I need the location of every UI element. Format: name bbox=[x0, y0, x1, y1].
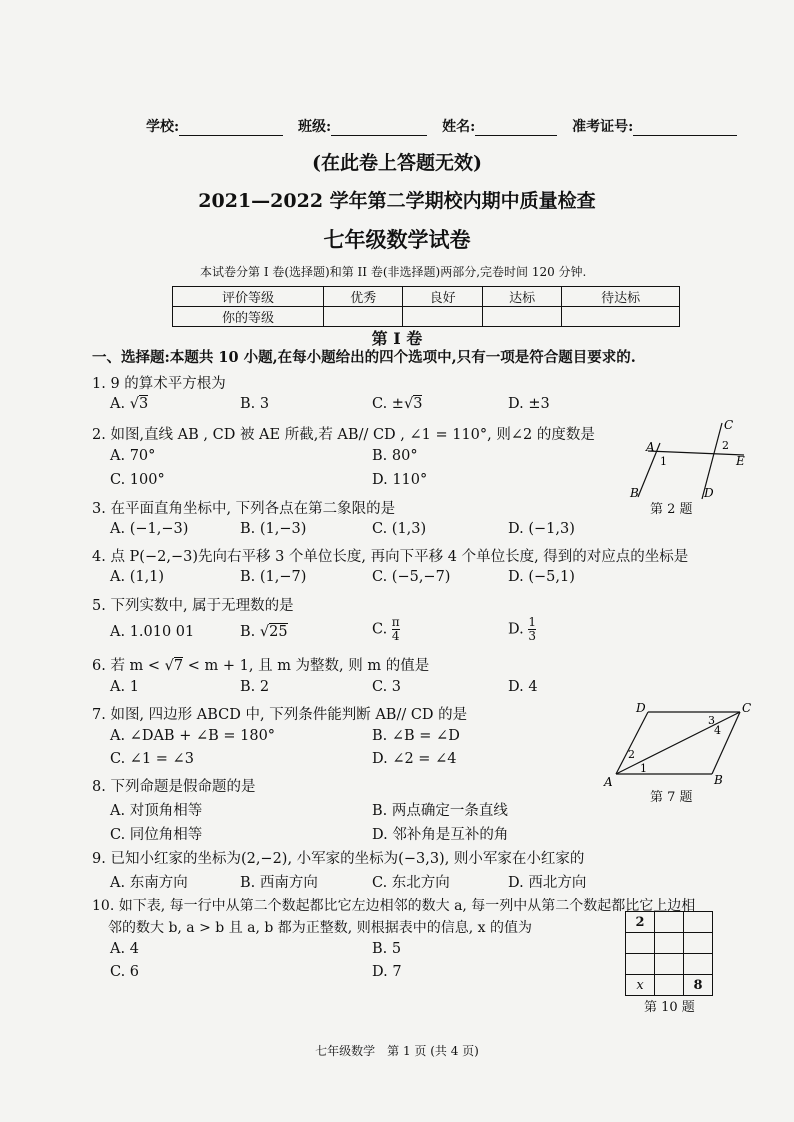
q8-option-c: C. 同位角相等 bbox=[110, 827, 203, 843]
q4-option-c: C. (−5,−7) bbox=[372, 569, 451, 585]
q10-grid-cell bbox=[626, 933, 655, 954]
q3-option-c: C. (1,3) bbox=[372, 521, 427, 537]
q10-grid-cell bbox=[684, 954, 713, 975]
q10-option-a: A. 4 bbox=[110, 941, 139, 957]
q10-option-b: B. 5 bbox=[372, 941, 402, 957]
q2-label-d: D bbox=[704, 486, 714, 500]
q2-figure-caption: 第 2 题 bbox=[650, 502, 693, 517]
q10-grid-cell: x bbox=[626, 975, 655, 996]
q2-label-b: B bbox=[630, 486, 639, 500]
q10-option-c: C. 6 bbox=[110, 964, 140, 980]
q10-grid-cell: 2 bbox=[626, 912, 655, 933]
q5-option-a: A. 1.010 01 bbox=[110, 624, 195, 640]
q8-stem: 8. 下列命题是假命题的是 bbox=[92, 779, 256, 795]
q2-option-a: A. 70° bbox=[110, 448, 156, 464]
q7-label-b: B bbox=[714, 773, 723, 787]
q9-option-c: C. 东北方向 bbox=[372, 875, 450, 891]
q9-option-a: A. 东南方向 bbox=[110, 875, 188, 891]
q1-option-d: D. ±3 bbox=[508, 396, 550, 412]
exam-id-label: 准考证号: bbox=[572, 119, 634, 135]
q10-grid-cell bbox=[626, 954, 655, 975]
q1-option-c: C. ±√3 bbox=[372, 396, 423, 412]
grade-header: 良好 bbox=[403, 287, 482, 307]
q1-option-b: B. 3 bbox=[240, 396, 270, 412]
q4-option-a: A. (1,1) bbox=[110, 569, 165, 585]
q2-option-c: C. 100° bbox=[110, 472, 165, 488]
q9-option-b: B. 西南方向 bbox=[240, 875, 318, 891]
q10-figure-caption: 第 10 题 bbox=[644, 1000, 695, 1015]
exam-title: 2021—2022 学年第二学期校内期中质量检查 bbox=[198, 190, 596, 212]
q4-stem: 4. 点 P(−2,−3)先向右平移 3 个单位长度, 再向下平移 4 个单位长度, 得到的对应点的坐标是 bbox=[92, 549, 689, 565]
grade-header: 优秀 bbox=[324, 287, 403, 307]
section-title: 第 I 卷 bbox=[371, 329, 423, 348]
q5-option-c: C. $\frac{\pi}{4}$ bbox=[372, 615, 400, 643]
q7-label-a: A bbox=[604, 775, 613, 789]
q7-option-a: A. ∠DAB + ∠B = 180° bbox=[110, 728, 276, 744]
q7-label-c: C bbox=[742, 701, 752, 715]
grade-header: 评价等级 bbox=[173, 287, 324, 307]
q10-stem-line2: 邻的数大 b, a > b 且 a, b 都为正整数, 则根据表中的信息, x 的值为 bbox=[108, 920, 532, 936]
q10-grid bbox=[625, 911, 713, 996]
invalid-warning: (在此卷上答题无效) bbox=[312, 152, 482, 174]
q2-option-d: D. 110° bbox=[372, 472, 428, 488]
q10-grid-cell bbox=[655, 933, 684, 954]
q10-grid-cell: 8 bbox=[684, 975, 713, 996]
q10-grid-cell bbox=[655, 954, 684, 975]
q4-option-b: B. (1,−7) bbox=[240, 569, 307, 585]
q10-grid-cell bbox=[684, 912, 713, 933]
q2-option-b: B. 80° bbox=[372, 448, 418, 464]
q3-option-a: A. (−1,−3) bbox=[110, 521, 189, 537]
q8-option-d: D. 邻补角是互补的角 bbox=[372, 827, 509, 843]
grade-header: 达标 bbox=[482, 287, 561, 307]
q7-angle-2: 2 bbox=[628, 748, 635, 761]
class-label: 班级: bbox=[298, 119, 332, 135]
q4-option-d: D. (−5,1) bbox=[508, 569, 575, 585]
q10-grid-cell bbox=[655, 912, 684, 933]
grade-cell[interactable] bbox=[324, 307, 403, 327]
part1-title: 一、选择题:本题共 10 小题,在每小题给出的四个选项中,只有一项是符合题目要求的. bbox=[92, 349, 636, 366]
q10-option-d: D. 7 bbox=[372, 964, 402, 980]
q3-option-d: D. (−1,3) bbox=[508, 521, 575, 537]
q6-option-c: C. 3 bbox=[372, 679, 402, 695]
student-info-header bbox=[146, 116, 737, 136]
grade-cell[interactable] bbox=[562, 307, 680, 327]
q2-label-c: C bbox=[724, 418, 734, 432]
exam-note: 本试卷分第 I 卷(选择题)和第 II 卷(非选择题)两部分,完卷时间 120 分钟. bbox=[200, 265, 587, 279]
q3-option-b: B. (1,−3) bbox=[240, 521, 307, 537]
q5-option-b: B. √25 bbox=[240, 624, 288, 640]
q1-stem: 1. 9 的算术平方根为 bbox=[92, 376, 226, 392]
q2-label-a: A bbox=[646, 440, 655, 454]
q6-option-d: D. 4 bbox=[508, 679, 538, 695]
subject-title: 七年级数学试卷 bbox=[323, 227, 471, 252]
q6-option-a: A. 1 bbox=[110, 679, 139, 695]
q7-stem: 7. 如图, 四边形 ABCD 中, 下列条件能判断 AB// CD 的是 bbox=[92, 707, 468, 723]
q6-option-b: B. 2 bbox=[240, 679, 270, 695]
q10-grid-cell bbox=[684, 933, 713, 954]
name-field[interactable] bbox=[475, 135, 557, 136]
grade-header: 待达标 bbox=[562, 287, 680, 307]
name-label: 姓名: bbox=[442, 119, 476, 135]
q8-option-a: A. 对顶角相等 bbox=[110, 803, 203, 819]
grade-table bbox=[172, 286, 680, 327]
q8-option-b: B. 两点确定一条直线 bbox=[372, 803, 508, 819]
q10-stem-line1: 10. 如下表, 每一行中从第二个数起都比它左边相邻的数大 a, 每一列中从第二个数起都比它上边相 bbox=[92, 898, 696, 914]
q10-grid-cell bbox=[655, 975, 684, 996]
q7-angle-4: 4 bbox=[714, 724, 721, 737]
grade-row-label: 你的等级 bbox=[173, 307, 324, 327]
q7-angle-1: 1 bbox=[640, 762, 647, 775]
q9-stem: 9. 已知小红家的坐标为(2,−2), 小军家的坐标为(−3,3), 则小军家在小红家的 bbox=[92, 851, 585, 867]
exam-id-field[interactable] bbox=[633, 135, 737, 136]
grade-cell[interactable] bbox=[482, 307, 561, 327]
school-field[interactable] bbox=[179, 135, 283, 136]
class-field[interactable] bbox=[331, 135, 427, 136]
q2-angle-2: 2 bbox=[722, 439, 729, 452]
page-footer: 七年级数学 第 1 页 (共 4 页) bbox=[315, 1044, 479, 1058]
q5-stem: 5. 下列实数中, 属于无理数的是 bbox=[92, 598, 294, 614]
q5-option-d: D. $\frac{1}{3}$ bbox=[508, 615, 536, 643]
q7-label-d: D bbox=[636, 701, 646, 715]
school-label: 学校: bbox=[146, 119, 180, 135]
grade-cell[interactable] bbox=[403, 307, 482, 327]
q6-stem: 6. 若 m < √7 < m + 1, 且 m 为整数, 则 m 的值是 bbox=[92, 658, 430, 674]
q9-option-d: D. 西北方向 bbox=[508, 875, 587, 891]
q2-label-e: E bbox=[736, 454, 745, 468]
q2-angle-1: 1 bbox=[660, 455, 667, 468]
q7-figure-caption: 第 7 题 bbox=[650, 790, 693, 805]
q2-stem: 2. 如图,直线 AB , CD 被 AE 所截,若 AB// CD , ∠1 = 110°, 则∠2 的度数是 bbox=[92, 427, 595, 443]
q7-option-d: D. ∠2 = ∠4 bbox=[372, 751, 457, 767]
q7-option-c: C. ∠1 = ∠3 bbox=[110, 751, 194, 767]
q1-option-a: A. √3 bbox=[110, 396, 149, 412]
q7-option-b: B. ∠B = ∠D bbox=[372, 728, 460, 744]
q7-figure bbox=[600, 698, 756, 790]
q3-stem: 3. 在平面直角坐标中, 下列各点在第二象限的是 bbox=[92, 501, 396, 517]
q7-angle-3: 3 bbox=[708, 714, 715, 727]
